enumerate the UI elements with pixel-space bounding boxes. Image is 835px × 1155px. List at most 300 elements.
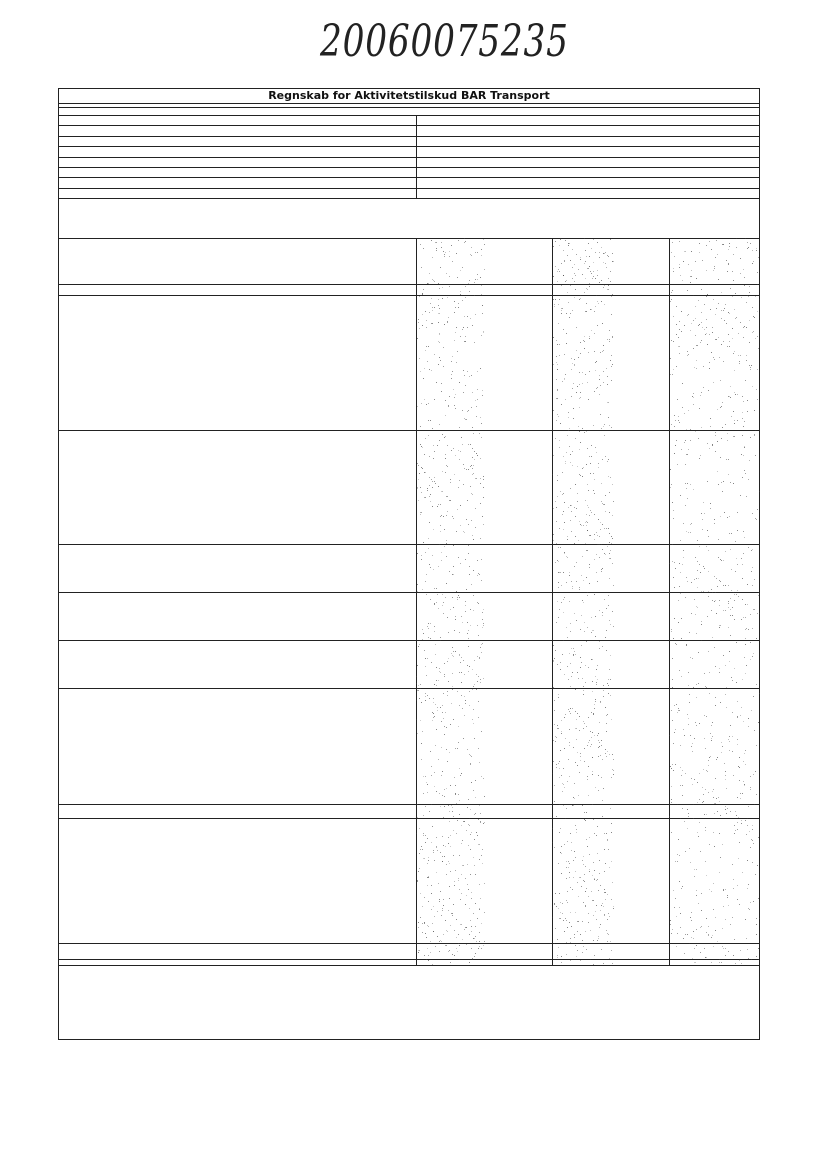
scan-speckle bbox=[611, 719, 612, 720]
scan-speckle bbox=[690, 484, 691, 485]
scan-speckle bbox=[428, 538, 429, 539]
scan-speckle bbox=[481, 437, 482, 438]
scan-speckle bbox=[439, 941, 440, 942]
scan-speckle bbox=[567, 781, 568, 782]
scan-speckle bbox=[570, 313, 571, 314]
scan-speckle bbox=[575, 289, 576, 290]
scan-speckle bbox=[696, 278, 697, 279]
scan-speckle bbox=[430, 751, 431, 752]
scan-speckle bbox=[687, 934, 688, 935]
scan-speckle bbox=[570, 631, 571, 632]
scan-speckle bbox=[701, 312, 702, 313]
scan-speckle bbox=[462, 865, 463, 866]
scan-speckle bbox=[701, 621, 702, 622]
scan-speckle bbox=[597, 275, 598, 276]
scan-speckle bbox=[599, 394, 600, 395]
scan-speckle bbox=[445, 252, 446, 253]
scan-speckle bbox=[468, 638, 469, 639]
scan-speckle bbox=[597, 826, 598, 827]
scan-speckle bbox=[698, 652, 699, 653]
scan-speckle bbox=[747, 825, 748, 826]
scan-speckle bbox=[669, 816, 670, 817]
scan-speckle bbox=[483, 945, 484, 946]
scan-speckle bbox=[591, 456, 592, 457]
scan-speckle bbox=[482, 390, 483, 391]
scan-speckle bbox=[682, 564, 683, 565]
scan-speckle bbox=[465, 878, 466, 879]
scan-speckle bbox=[708, 536, 709, 537]
scan-speckle bbox=[470, 920, 471, 921]
scan-speckle bbox=[680, 913, 681, 914]
scan-speckle bbox=[609, 578, 610, 579]
scan-speckle bbox=[423, 815, 424, 816]
scan-speckle bbox=[432, 826, 433, 827]
scan-speckle bbox=[418, 952, 419, 953]
scan-speckle bbox=[708, 792, 709, 793]
scan-speckle bbox=[477, 943, 478, 944]
scan-speckle bbox=[429, 496, 430, 497]
scan-speckle bbox=[575, 689, 576, 690]
scan-speckle bbox=[584, 819, 585, 820]
scan-speckle bbox=[731, 590, 732, 591]
scan-speckle bbox=[577, 466, 578, 467]
scan-speckle bbox=[473, 938, 474, 939]
scan-speckle bbox=[744, 277, 745, 278]
scan-speckle bbox=[609, 553, 610, 554]
scan-speckle bbox=[566, 808, 567, 809]
scan-speckle bbox=[569, 446, 570, 447]
scan-speckle bbox=[574, 613, 575, 614]
scan-speckle bbox=[718, 279, 719, 280]
scan-speckle bbox=[472, 468, 473, 469]
scan-speckle bbox=[747, 248, 748, 249]
scan-speckle bbox=[426, 320, 427, 321]
scan-speckle bbox=[424, 923, 425, 924]
scan-speckle bbox=[421, 403, 422, 404]
scan-speckle bbox=[750, 614, 751, 615]
scan-speckle bbox=[447, 661, 448, 662]
scan-speckle bbox=[581, 615, 582, 616]
scan-speckle bbox=[588, 795, 589, 796]
scan-speckle bbox=[583, 728, 584, 729]
scan-speckle bbox=[688, 314, 689, 315]
scan-speckle bbox=[605, 707, 606, 708]
scan-speckle bbox=[575, 825, 576, 826]
scan-speckle bbox=[467, 371, 468, 372]
scan-speckle bbox=[608, 605, 609, 606]
scan-speckle bbox=[418, 500, 419, 501]
scan-speckle bbox=[730, 609, 731, 610]
scan-speckle bbox=[588, 243, 589, 244]
scan-speckle bbox=[745, 617, 746, 618]
scan-speckle bbox=[439, 308, 440, 309]
scan-speckle bbox=[554, 658, 555, 659]
scan-speckle bbox=[604, 504, 605, 505]
scan-speckle bbox=[739, 842, 740, 843]
scan-speckle bbox=[587, 448, 588, 449]
scan-speckle bbox=[426, 327, 427, 328]
scan-speckle bbox=[595, 911, 596, 912]
scan-speckle bbox=[558, 323, 559, 324]
scan-speckle bbox=[420, 426, 421, 427]
scan-speckle bbox=[447, 297, 448, 298]
scan-speckle bbox=[749, 831, 750, 832]
scan-speckle bbox=[576, 620, 577, 621]
scan-speckle bbox=[603, 382, 604, 383]
scan-speckle bbox=[611, 543, 612, 544]
scan-speckle bbox=[597, 853, 598, 854]
scan-speckle bbox=[556, 543, 557, 544]
scan-speckle bbox=[737, 530, 738, 531]
scan-speckle bbox=[737, 716, 738, 717]
scan-speckle bbox=[449, 571, 450, 572]
scan-speckle bbox=[417, 690, 418, 691]
scan-speckle bbox=[740, 322, 741, 323]
scan-speckle bbox=[589, 286, 590, 287]
scan-speckle bbox=[582, 372, 583, 373]
scan-speckle bbox=[471, 898, 472, 899]
scan-speckle bbox=[471, 375, 472, 376]
scan-speckle bbox=[610, 550, 611, 551]
scan-speckle bbox=[573, 877, 574, 878]
scan-speckle bbox=[672, 374, 673, 375]
scan-speckle bbox=[434, 916, 435, 917]
scan-speckle bbox=[452, 673, 453, 674]
scan-speckle bbox=[429, 811, 430, 812]
scan-speckle bbox=[584, 336, 585, 337]
scan-speckle bbox=[612, 253, 613, 254]
scan-speckle bbox=[553, 687, 554, 688]
scan-speckle bbox=[432, 555, 433, 556]
scan-speckle bbox=[481, 855, 482, 856]
scan-speckle bbox=[569, 742, 570, 743]
scan-speckle bbox=[735, 541, 736, 542]
scan-speckle bbox=[733, 483, 734, 484]
scan-speckle bbox=[444, 324, 445, 325]
scan-speckle bbox=[684, 442, 685, 443]
scan-speckle bbox=[759, 491, 760, 492]
scan-speckle bbox=[465, 904, 466, 905]
scan-speckle bbox=[607, 941, 608, 942]
scan-speckle bbox=[429, 273, 430, 274]
scan-speckle bbox=[588, 507, 589, 508]
scan-speckle bbox=[607, 714, 608, 715]
scan-speckle bbox=[447, 445, 448, 446]
scan-speckle bbox=[570, 663, 571, 664]
scan-speckle bbox=[693, 804, 694, 805]
scan-speckle bbox=[612, 882, 613, 883]
scan-speckle bbox=[570, 520, 571, 521]
scan-speckle bbox=[427, 490, 428, 491]
scan-speckle bbox=[611, 380, 612, 381]
scan-speckle bbox=[715, 257, 716, 258]
scan-speckle bbox=[733, 775, 734, 776]
scan-speckle bbox=[575, 912, 576, 913]
scan-speckle bbox=[566, 920, 567, 921]
scan-speckle bbox=[465, 605, 466, 606]
header-bottom-rule bbox=[59, 284, 759, 285]
scan-speckle bbox=[433, 702, 434, 703]
scan-speckle bbox=[597, 735, 598, 736]
scan-speckle bbox=[474, 839, 475, 840]
scan-speckle bbox=[603, 690, 604, 691]
scan-speckle bbox=[596, 919, 597, 920]
scan-speckle bbox=[418, 871, 419, 872]
scan-speckle bbox=[446, 540, 447, 541]
scan-speckle bbox=[718, 539, 719, 540]
scan-speckle bbox=[743, 721, 744, 722]
scan-speckle bbox=[466, 419, 467, 420]
scan-speckle bbox=[699, 799, 700, 800]
scan-speckle bbox=[471, 247, 472, 248]
scan-speckle bbox=[454, 881, 455, 882]
scan-speckle bbox=[460, 775, 461, 776]
scan-speckle bbox=[727, 808, 728, 809]
scan-speckle bbox=[472, 959, 473, 960]
scan-speckle bbox=[734, 668, 735, 669]
scan-speckle bbox=[752, 307, 753, 308]
scan-speckle bbox=[747, 860, 748, 861]
scan-speckle bbox=[728, 603, 729, 604]
scan-speckle bbox=[685, 440, 686, 441]
scan-speckle bbox=[749, 365, 750, 366]
scan-speckle bbox=[681, 331, 682, 332]
scan-speckle bbox=[555, 241, 556, 242]
scan-speckle bbox=[435, 654, 436, 655]
scan-speckle bbox=[606, 368, 607, 369]
scan-speckle bbox=[560, 572, 561, 573]
scan-speckle bbox=[459, 382, 460, 383]
scan-speckle bbox=[559, 768, 560, 769]
scan-speckle bbox=[553, 740, 554, 741]
scan-speckle bbox=[443, 693, 444, 694]
scan-speckle bbox=[590, 463, 591, 464]
scan-speckle bbox=[720, 702, 721, 703]
scan-speckle bbox=[687, 290, 688, 291]
scan-speckle bbox=[698, 438, 699, 439]
scan-speckle bbox=[449, 811, 450, 812]
scan-speckle bbox=[600, 910, 601, 911]
scan-speckle bbox=[556, 737, 557, 738]
scan-speckle bbox=[477, 252, 478, 253]
scan-speckle bbox=[459, 959, 460, 960]
scan-speckle bbox=[597, 665, 598, 666]
scan-speckle bbox=[680, 495, 681, 496]
scan-speckle bbox=[742, 477, 743, 478]
scan-speckle bbox=[703, 387, 704, 388]
scan-speckle bbox=[479, 932, 480, 933]
scan-speckle bbox=[566, 452, 567, 453]
scan-speckle bbox=[697, 540, 698, 541]
scan-speckle bbox=[483, 479, 484, 480]
scan-speckle bbox=[701, 910, 702, 911]
scan-speckle bbox=[745, 919, 746, 920]
scan-speckle bbox=[583, 864, 584, 865]
scan-speckle bbox=[554, 306, 555, 307]
scan-speckle bbox=[436, 588, 437, 589]
scan-speckle bbox=[572, 388, 573, 389]
scan-speckle bbox=[439, 793, 440, 794]
scan-speckle bbox=[469, 284, 470, 285]
scan-speckle bbox=[747, 242, 748, 243]
scan-speckle bbox=[748, 884, 749, 885]
scan-speckle bbox=[684, 953, 685, 954]
scan-speckle bbox=[448, 861, 449, 862]
scan-speckle bbox=[476, 416, 477, 417]
total-rule bbox=[59, 818, 759, 819]
scan-speckle bbox=[431, 323, 432, 324]
scan-speckle bbox=[442, 605, 443, 606]
scan-speckle bbox=[719, 668, 720, 669]
scan-speckle bbox=[484, 822, 485, 823]
scan-speckle bbox=[563, 768, 564, 769]
scan-speckle bbox=[457, 748, 458, 749]
scan-speckle bbox=[472, 689, 473, 690]
scan-speckle bbox=[584, 341, 585, 342]
scan-speckle bbox=[445, 712, 446, 713]
scan-speckle bbox=[555, 501, 556, 502]
scan-speckle bbox=[462, 840, 463, 841]
scan-speckle bbox=[461, 682, 462, 683]
scan-speckle bbox=[556, 521, 557, 522]
scan-speckle bbox=[587, 745, 588, 746]
scan-speckle bbox=[737, 899, 738, 900]
scan-speckle bbox=[726, 459, 727, 460]
scan-speckle bbox=[437, 594, 438, 595]
scan-speckle bbox=[589, 283, 590, 284]
scan-speckle bbox=[454, 955, 455, 956]
scan-speckle bbox=[569, 729, 570, 730]
scan-speckle bbox=[706, 932, 707, 933]
scan-speckle bbox=[480, 503, 481, 504]
scan-speckle bbox=[718, 557, 719, 558]
scan-speckle bbox=[596, 880, 597, 881]
scan-speckle bbox=[701, 392, 702, 393]
scan-speckle bbox=[600, 702, 601, 703]
info-row-rule bbox=[59, 167, 759, 168]
scan-speckle bbox=[454, 885, 455, 886]
scan-speckle bbox=[443, 905, 444, 906]
scan-speckle bbox=[445, 436, 446, 437]
scan-speckle bbox=[420, 371, 421, 372]
scan-speckle bbox=[433, 850, 434, 851]
scan-speckle bbox=[468, 553, 469, 554]
scan-speckle bbox=[579, 407, 580, 408]
scan-speckle bbox=[575, 711, 576, 712]
scan-speckle bbox=[670, 469, 671, 470]
scan-speckle bbox=[563, 784, 564, 785]
scan-speckle bbox=[417, 804, 418, 805]
scan-speckle bbox=[588, 717, 589, 718]
scan-speckle bbox=[475, 527, 476, 528]
scan-speckle bbox=[562, 783, 563, 784]
scan-speckle bbox=[729, 396, 730, 397]
scan-speckle bbox=[481, 285, 482, 286]
scan-speckle bbox=[579, 521, 580, 522]
scan-speckle bbox=[747, 411, 748, 412]
scan-speckle bbox=[730, 725, 731, 726]
scan-speckle bbox=[563, 275, 564, 276]
info-row-rule bbox=[59, 125, 759, 126]
scan-speckle bbox=[610, 679, 611, 680]
scan-speckle bbox=[720, 815, 721, 816]
scan-speckle bbox=[449, 276, 450, 277]
scan-speckle bbox=[702, 787, 703, 788]
scan-speckle bbox=[453, 566, 454, 567]
scan-speckle bbox=[593, 271, 594, 272]
scan-speckle bbox=[426, 937, 427, 938]
scan-speckle bbox=[577, 501, 578, 502]
scan-speckle bbox=[715, 435, 716, 436]
scan-speckle bbox=[569, 745, 570, 746]
scan-speckle bbox=[446, 496, 447, 497]
scan-speckle bbox=[754, 730, 755, 731]
scan-speckle bbox=[737, 797, 738, 798]
scan-speckle bbox=[700, 342, 701, 343]
scan-speckle bbox=[732, 338, 733, 339]
scan-speckle bbox=[598, 756, 599, 757]
scan-speckle bbox=[591, 737, 592, 738]
scan-speckle bbox=[418, 465, 419, 466]
scan-speckle bbox=[728, 334, 729, 335]
scan-speckle bbox=[709, 693, 710, 694]
scan-speckle bbox=[599, 379, 600, 380]
scan-speckle bbox=[599, 557, 600, 558]
scan-speckle bbox=[483, 487, 484, 488]
scan-speckle bbox=[454, 340, 455, 341]
scan-speckle bbox=[418, 646, 419, 647]
scan-speckle bbox=[582, 476, 583, 477]
scan-speckle bbox=[580, 342, 581, 343]
total-rule bbox=[59, 943, 759, 944]
scan-speckle bbox=[475, 813, 476, 814]
scan-speckle bbox=[729, 533, 730, 534]
scan-speckle bbox=[732, 736, 733, 737]
scan-speckle bbox=[756, 684, 757, 685]
scan-speckle bbox=[599, 610, 600, 611]
scan-speckle bbox=[455, 616, 456, 617]
scan-speckle bbox=[564, 552, 565, 553]
scan-speckle bbox=[582, 921, 583, 922]
column-divider bbox=[552, 238, 553, 965]
scan-speckle bbox=[708, 935, 709, 936]
scan-speckle bbox=[696, 890, 697, 891]
scan-speckle bbox=[710, 418, 711, 419]
scan-speckle bbox=[692, 958, 693, 959]
scan-speckle bbox=[608, 679, 609, 680]
scan-speckle bbox=[672, 290, 673, 291]
scan-speckle bbox=[438, 608, 439, 609]
scan-speckle bbox=[605, 263, 606, 264]
scan-speckle bbox=[588, 399, 589, 400]
scan-speckle bbox=[586, 726, 587, 727]
scan-speckle bbox=[438, 299, 439, 300]
scan-speckle bbox=[417, 591, 418, 592]
scan-speckle bbox=[445, 846, 446, 847]
scan-speckle bbox=[577, 950, 578, 951]
scan-speckle bbox=[703, 366, 704, 367]
scan-speckle bbox=[477, 575, 478, 576]
scan-speckle bbox=[680, 572, 681, 573]
scan-speckle bbox=[717, 941, 718, 942]
scan-speckle bbox=[612, 364, 613, 365]
scan-speckle bbox=[458, 726, 459, 727]
scan-speckle bbox=[557, 957, 558, 958]
scan-speckle bbox=[709, 241, 710, 242]
scan-speckle bbox=[567, 902, 568, 903]
scan-speckle bbox=[742, 412, 743, 413]
scan-speckle bbox=[672, 720, 673, 721]
